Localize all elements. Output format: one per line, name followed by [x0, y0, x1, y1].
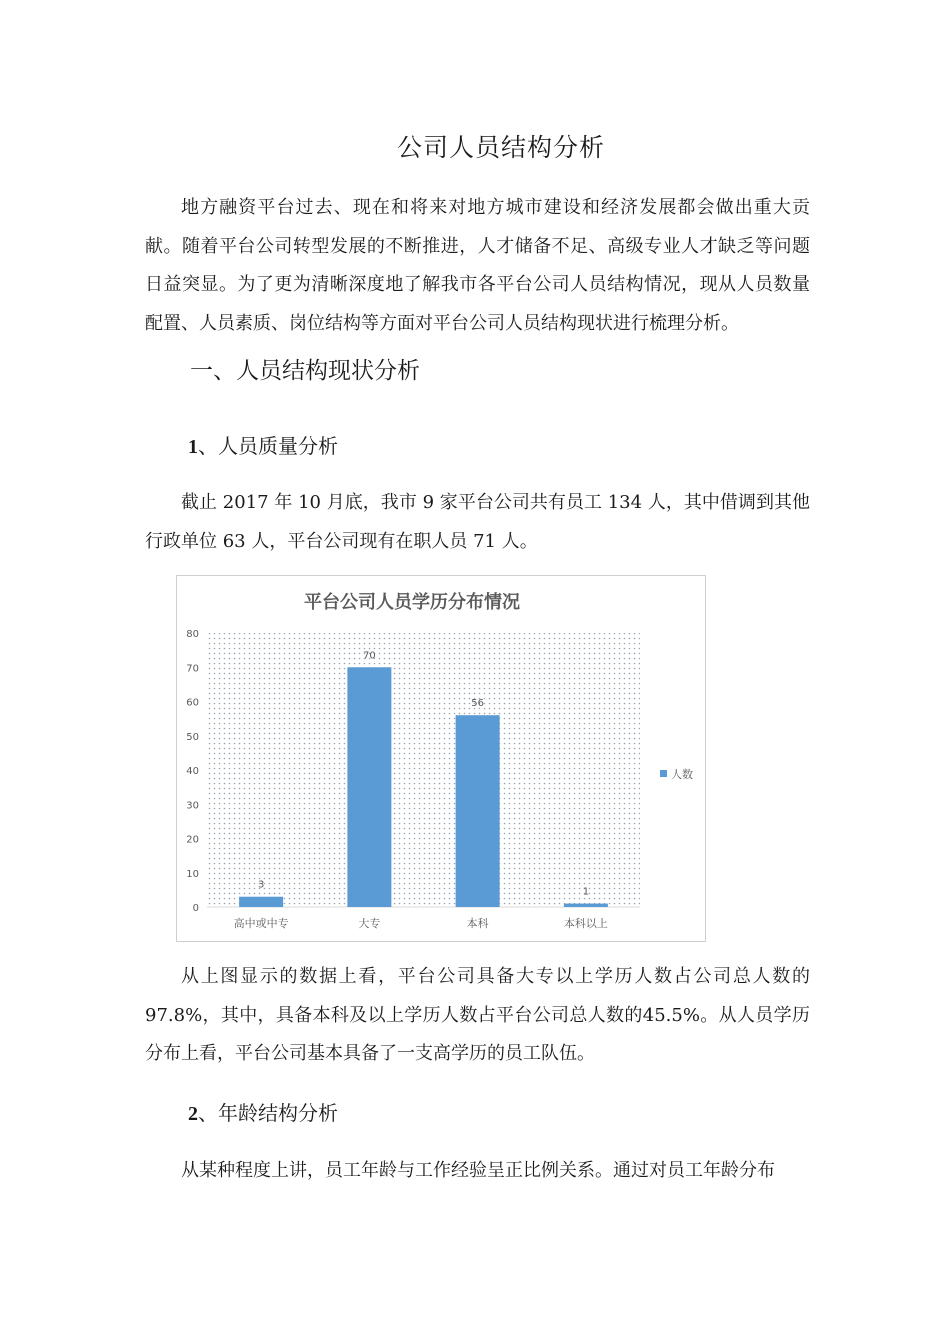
y-tick-label: 70: [186, 663, 199, 675]
data-label: 70: [363, 650, 376, 662]
bar-chart-svg: [177, 576, 705, 941]
data-label: 56: [471, 698, 484, 710]
bar: [347, 667, 391, 907]
plot-area: [207, 633, 640, 907]
y-tick-label: 80: [186, 629, 199, 640]
subheading-text: 、人员质量分析: [198, 434, 338, 458]
y-tick-label: 50: [186, 731, 199, 743]
intro-paragraph: 地方融资平台过去、现在和将来对地方城市建设和经济发展都会做出重大贡献。随着平台公司转型发展的不断推进，人才储备不足、高级专业人才缺乏等问题日益突显。为了更为清晰深度地了解我市各平台公司人员结构情况，现从人员数量配置、人员素质、岗位结构等方面对平台公司人员结构现状进行梳理分析。: [145, 197, 810, 334]
bar: [456, 715, 500, 907]
y-tick-label: 40: [186, 766, 199, 777]
education-chart: [176, 575, 706, 942]
data-label: 1: [582, 886, 590, 898]
x-tick-label: 高中或中专: [233, 917, 289, 930]
y-tick-label: 0: [192, 903, 199, 914]
legend-swatch: [660, 770, 667, 777]
subheading-number: 1: [188, 436, 198, 458]
subheading-text: 、年龄结构分析: [198, 1101, 338, 1125]
subheading-number: 2: [188, 1103, 198, 1125]
subheading-age: [188, 1097, 338, 1126]
x-tick-label: 本科以上: [563, 917, 608, 930]
legend-label: 人数: [671, 768, 693, 781]
staff-count-paragraph: 截止 2017 年 10 月底，我市 9 家平台公司共有员工 134 人，其中借调到其他行政单位 63 人，平台公司现有在职人员 71 人。: [145, 492, 810, 552]
data-label: 3: [257, 879, 265, 891]
x-tick-label: 大专: [358, 917, 381, 930]
chart-title: 平台公司人员学历分布情况: [304, 592, 520, 613]
section-heading: 一、人员结构现状分析: [190, 358, 420, 384]
y-tick-label: 10: [186, 868, 199, 880]
subheading-quality: [188, 430, 338, 459]
y-tick-label: 30: [186, 800, 199, 812]
y-tick-label: 60: [186, 697, 199, 709]
x-tick-label: 本科: [466, 917, 489, 930]
document-title: 公司人员结构分析: [396, 133, 605, 162]
bar: [239, 897, 283, 907]
age-paragraph: 从某种程度上讲，员工年龄与工作经验呈正比例关系。通过对员工年龄分布: [181, 1160, 775, 1181]
analysis-paragraph: 从上图显示的数据上看，平台公司具备大专以上学历人数占公司总人数的97.8%，其中，具备本科及以上学历人数占平台公司总人数的45.5%。从人员学历分布上看，平台公司基本具备了一支高学历的员工队伍。: [145, 966, 810, 1064]
bar: [564, 904, 608, 907]
y-tick-label: 20: [186, 834, 199, 846]
